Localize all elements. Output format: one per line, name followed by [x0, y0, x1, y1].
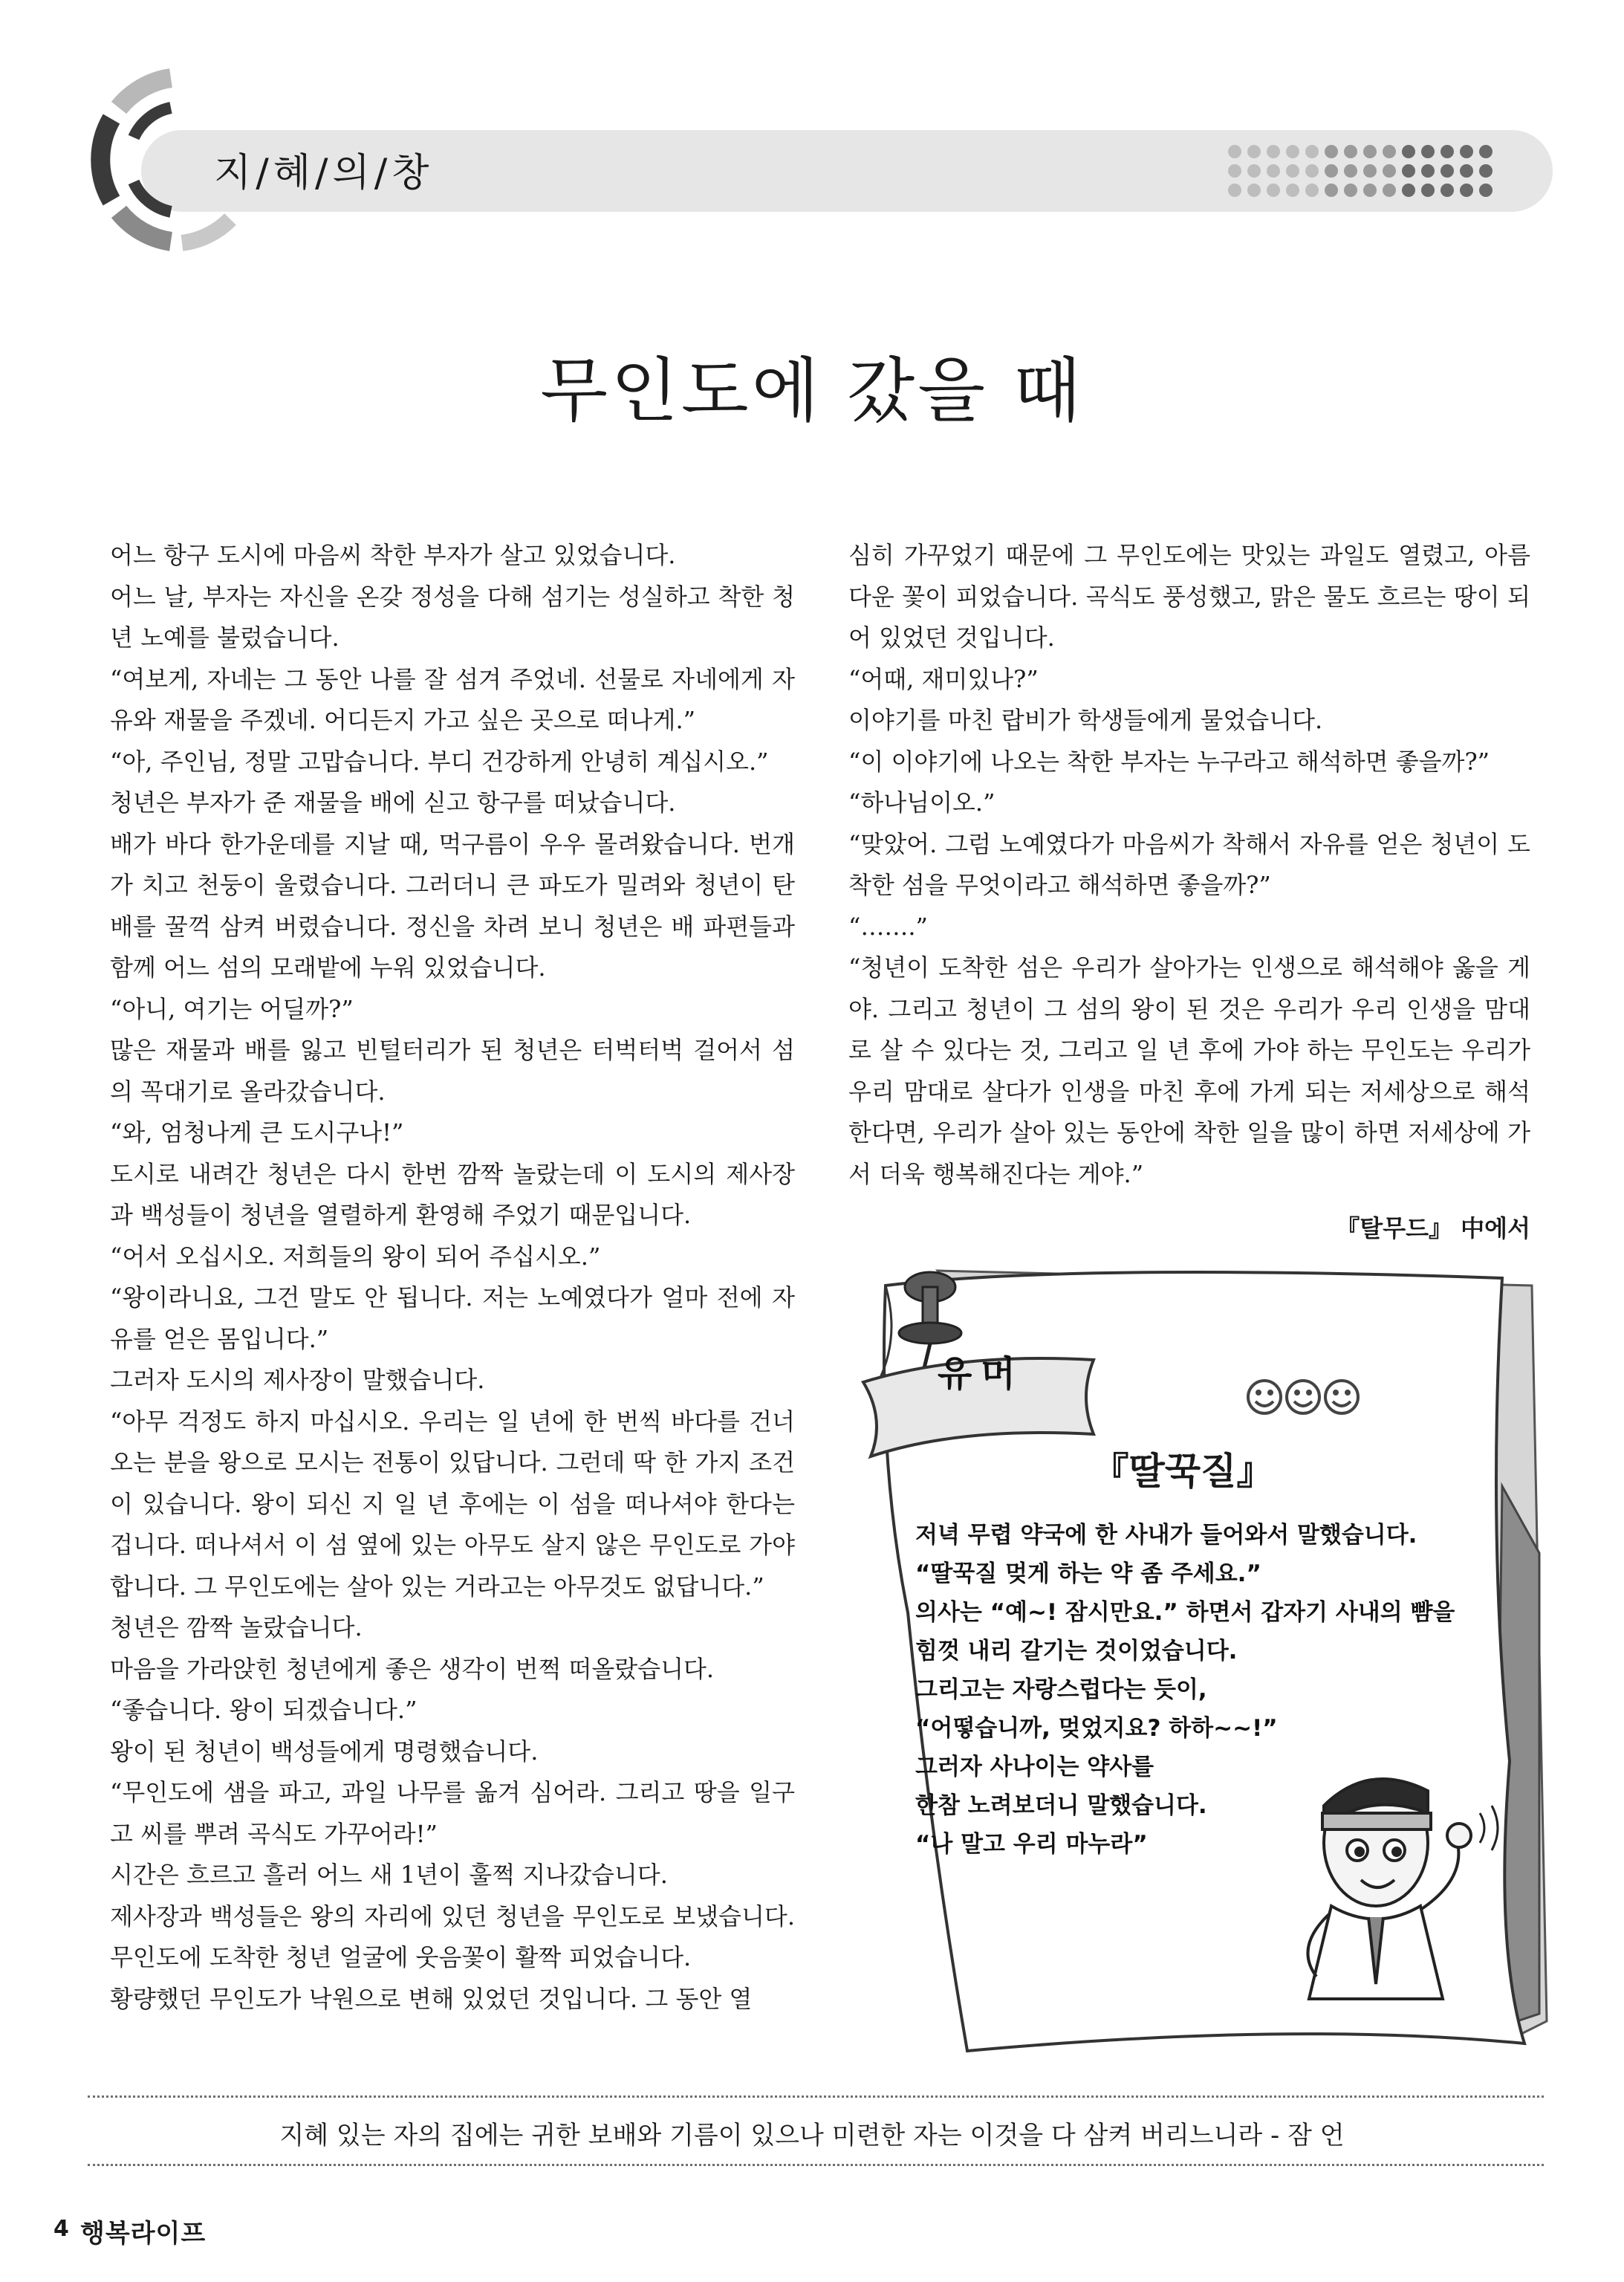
decorative-dot [1402, 164, 1415, 178]
decorative-dot [1228, 164, 1241, 178]
decorative-dot [1286, 145, 1299, 158]
decorative-dot [1460, 145, 1473, 158]
humor-body [915, 1516, 1465, 1864]
article-paragraph: 마음을 가라앉힌 청년에게 좋은 생각이 번쩍 떠올랐습니다. [110, 1654, 715, 1683]
decorative-dot [1286, 184, 1299, 197]
article-paragraph: 왕이 된 청년이 백성들에게 명령했습니다. [110, 1737, 539, 1766]
humor-line: “어떻습니까, 멎었지요? 하하~~!” [915, 1715, 1278, 1742]
humor-line: 의사는 “예~! 잠시만요.” 하면서 갑자기 사내의 뺨을 힘껏 내리 갈기는 것이었습니다. [915, 1599, 1455, 1665]
humor-line: “나 말고 우리 마누라” [915, 1831, 1148, 1858]
decorative-dot [1441, 145, 1454, 158]
decorative-dot [1305, 184, 1319, 197]
page-number: 4 [53, 2216, 69, 2242]
decorative-dot [1325, 184, 1338, 197]
decorative-dot [1421, 145, 1435, 158]
article-paragraph: “아, 주인님, 정말 고맙습니다. 부디 건강하게 안녕히 계십시오.” [110, 747, 769, 776]
article-paragraph: “아무 걱정도 하지 마십시오. 우리는 일 년에 한 번씩 바다를 건너오는 분을 왕으로 모시는 전통이 있답니다. 그런데 딱 한 가지 조건이 있습니다. 왕이 되신 지 일 년 후에는 이 섬을 떠나셔야 한다는 겁니다. 떠나셔서 이 섬 옆에 있는 아무도 살지 않은 무인도로 가야 합니다. 그 무인도에는 살아 있는 거라고는 아무것도 없답니다.” [110, 1407, 795, 1601]
humor-label: 유머 [938, 1353, 1024, 1395]
decorative-dot [1383, 145, 1396, 158]
article-paragraph: 이야기를 마친 랍비가 학생들에게 물었습니다. [848, 706, 1323, 734]
article-paragraph: “여보게, 자네는 그 동안 나를 잘 섬겨 주었네. 선물로 자네에게 자유와 재물을 주겠네. 어디든지 가고 싶은 곳으로 떠나게.” [110, 664, 795, 734]
decorative-dot [1344, 145, 1357, 158]
footer-proverb: 지혜 있는 자의 집에는 귀한 보배와 기름이 있으나 미련한 자는 이것을 다 삼켜 버리느니라 - 잠 언 [279, 2121, 1345, 2150]
decorative-dot [1479, 145, 1493, 158]
decorative-dot [1247, 164, 1261, 178]
decorative-dot [1325, 164, 1338, 178]
article-paragraph: 그러자 도시의 제사장이 말했습니다. [110, 1366, 485, 1394]
decorative-dot [1228, 184, 1241, 197]
article-paragraph: “하나님이오.” [848, 788, 995, 817]
article-paragraph: 황량했던 무인도가 낙원으로 변해 있었던 것입니다. 그 동안 열 [110, 1984, 753, 2013]
decorative-dot [1267, 164, 1280, 178]
article-right-column [848, 535, 1530, 1195]
article-paragraph: 어느 항구 도시에 마음씨 착한 부자가 살고 있었습니다. [110, 541, 676, 569]
article-paragraph: 배가 바다 한가운데를 지날 때, 먹구름이 우우 몰려왔습니다. 번개가 치고 천둥이 울렸습니다. 그러더니 큰 파도가 밀려와 청년이 탄 배를 꿀꺽 삼켜 버렸습니다. 정신을 차려 보니 청년은 배 파편들과 함께 어느 섬의 모래밭에 누워 있었습니다. [110, 829, 795, 982]
article-paragraph: “이 이야기에 나오는 착한 부자는 누구라고 해석하면 좋을까?” [848, 747, 1490, 776]
decorative-dot [1286, 164, 1299, 178]
decorative-dot [1267, 145, 1280, 158]
decorative-dot [1247, 184, 1261, 197]
decorative-dot [1479, 184, 1493, 197]
humor-line: 그리고는 자랑스럽다는 듯이, [915, 1676, 1207, 1703]
article-paragraph: 청년은 부자가 준 재물을 배에 싣고 항구를 떠났습니다. [110, 788, 676, 817]
decorative-dot [1460, 164, 1473, 178]
decorative-dot [1460, 184, 1473, 197]
article-paragraph: “…….” [848, 912, 928, 941]
article-paragraph: 시간은 흐르고 흘러 어느 새 1년이 훌쩍 지나갔습니다. [110, 1861, 668, 1889]
article-paragraph: “어서 오십시오. 저희들의 왕이 되어 주십시오.” [110, 1242, 601, 1271]
decorative-dot [1363, 164, 1377, 178]
decorative-dot [1247, 145, 1261, 158]
article-paragraph: 어느 날, 부자는 자신을 온갖 정성을 다해 섬기는 성실하고 착한 청년 노예를 불렀습니다. [110, 582, 795, 652]
article-title: 무인도에 갔을 때 [540, 351, 1084, 432]
humor-title: 『딸꾹질』 [1091, 1450, 1274, 1493]
decorative-dot [1363, 184, 1377, 197]
article-paragraph: 많은 재물과 배를 잃고 빈털터리가 된 청년은 터벅터벅 걸어서 섬의 꼭대기로 올라갔습니다. [110, 1036, 795, 1106]
decorative-dot [1421, 164, 1435, 178]
decorative-dot [1441, 164, 1454, 178]
decorative-dot [1305, 145, 1319, 158]
humor-line: 한참 노려보더니 말했습니다. [915, 1792, 1207, 1819]
decorative-dot [1402, 184, 1415, 197]
decorative-dot [1383, 164, 1396, 178]
magazine-name: 행복라이프 [80, 2219, 207, 2249]
decorative-dots-icon [1226, 143, 1508, 202]
decorative-dot [1228, 145, 1241, 158]
footer-divider-bottom [88, 2164, 1544, 2166]
article-paragraph: 도시로 내려간 청년은 다시 한번 깜짝 놀랐는데 이 도시의 제사장과 백성들이 청년을 열렬하게 환영해 주었기 때문입니다. [110, 1159, 795, 1229]
article-paragraph: “좋습니다. 왕이 되겠습니다.” [110, 1696, 418, 1724]
article-paragraph: “어때, 재미있나?” [848, 664, 1039, 693]
article-paragraph: “왕이라니요, 그건 말도 안 됩니다. 저는 노예였다가 얼마 전에 자유를 얻은 몸입니다.” [110, 1283, 795, 1353]
decorative-dot [1441, 184, 1454, 197]
decorative-dot [1344, 164, 1357, 178]
footer-divider-top [88, 2095, 1544, 2098]
decorative-dot [1305, 164, 1319, 178]
decorative-dot [1383, 184, 1396, 197]
decorative-dot [1325, 145, 1338, 158]
article-paragraph: “청년이 도착한 섬은 우리가 살아가는 인생으로 해석해야 옳을 게야. 그리고 청년이 그 섬의 왕이 된 것은 우리가 우리 인생을 맘대로 살 수 있다는 것, 그리고 일 년 후에 가야 하는 무인도는 우리가 우리 맘대로 살다가 인생을 마친 후에 가게 되는 저세상으로 해석한다면, 우리가 살아 있는 동안에 착한 일을 많이 하면 저세상에 가서 더욱 행복해진다는 게야.” [848, 953, 1530, 1188]
article-paragraph: “와, 엄청나게 큰 도시구나!” [110, 1118, 404, 1147]
decorative-dot [1479, 164, 1493, 178]
article-left-column [110, 535, 795, 2020]
decorative-dot [1421, 184, 1435, 197]
article-paragraph: 청년은 깜짝 놀랐습니다. [110, 1613, 363, 1641]
article-paragraph: 심히 가꾸었기 때문에 그 무인도에는 맛있는 과일도 열렸고, 아름다운 꽃이 피었습니다. 곡식도 풍성했고, 맑은 물도 흐르는 땅이 되어 있었던 것입니다. [848, 541, 1530, 652]
humor-line: 그러자 사나이는 약사를 [915, 1754, 1154, 1780]
article-paragraph: 제사장과 백성들은 왕의 자리에 있던 청년을 무인도로 보냈습니다. 무인도에 도착한 청년 얼굴에 웃음꽃이 활짝 피었습니다. [110, 1902, 795, 1971]
article-paragraph: “맞았어. 그럼 노예였다가 마음씨가 착해서 자유를 얻은 청년이 도착한 섬을 무엇이라고 해석하면 좋을까?” [848, 829, 1530, 899]
section-label: 지/혜/의/창 [214, 151, 434, 195]
decorative-dot [1363, 145, 1377, 158]
humor-line: “딸꾹질 멎게 하는 약 좀 주세요.” [915, 1560, 1261, 1587]
decorative-dot [1267, 184, 1280, 197]
article-paragraph: “아니, 여기는 어딜까?” [110, 994, 354, 1023]
article-paragraph: “무인도에 샘을 파고, 과일 나무를 옮겨 심어라. 그리고 땅을 일구고 씨를 뿌려 곡식도 가꾸어라!” [110, 1778, 795, 1848]
humor-line: 저녁 무렵 약국에 한 사내가 들어와서 말했습니다. [915, 1522, 1417, 1549]
decorative-dot [1344, 184, 1357, 197]
decorative-dot [1402, 145, 1415, 158]
article-source: 『탈무드』 中에서 [1336, 1214, 1530, 1242]
